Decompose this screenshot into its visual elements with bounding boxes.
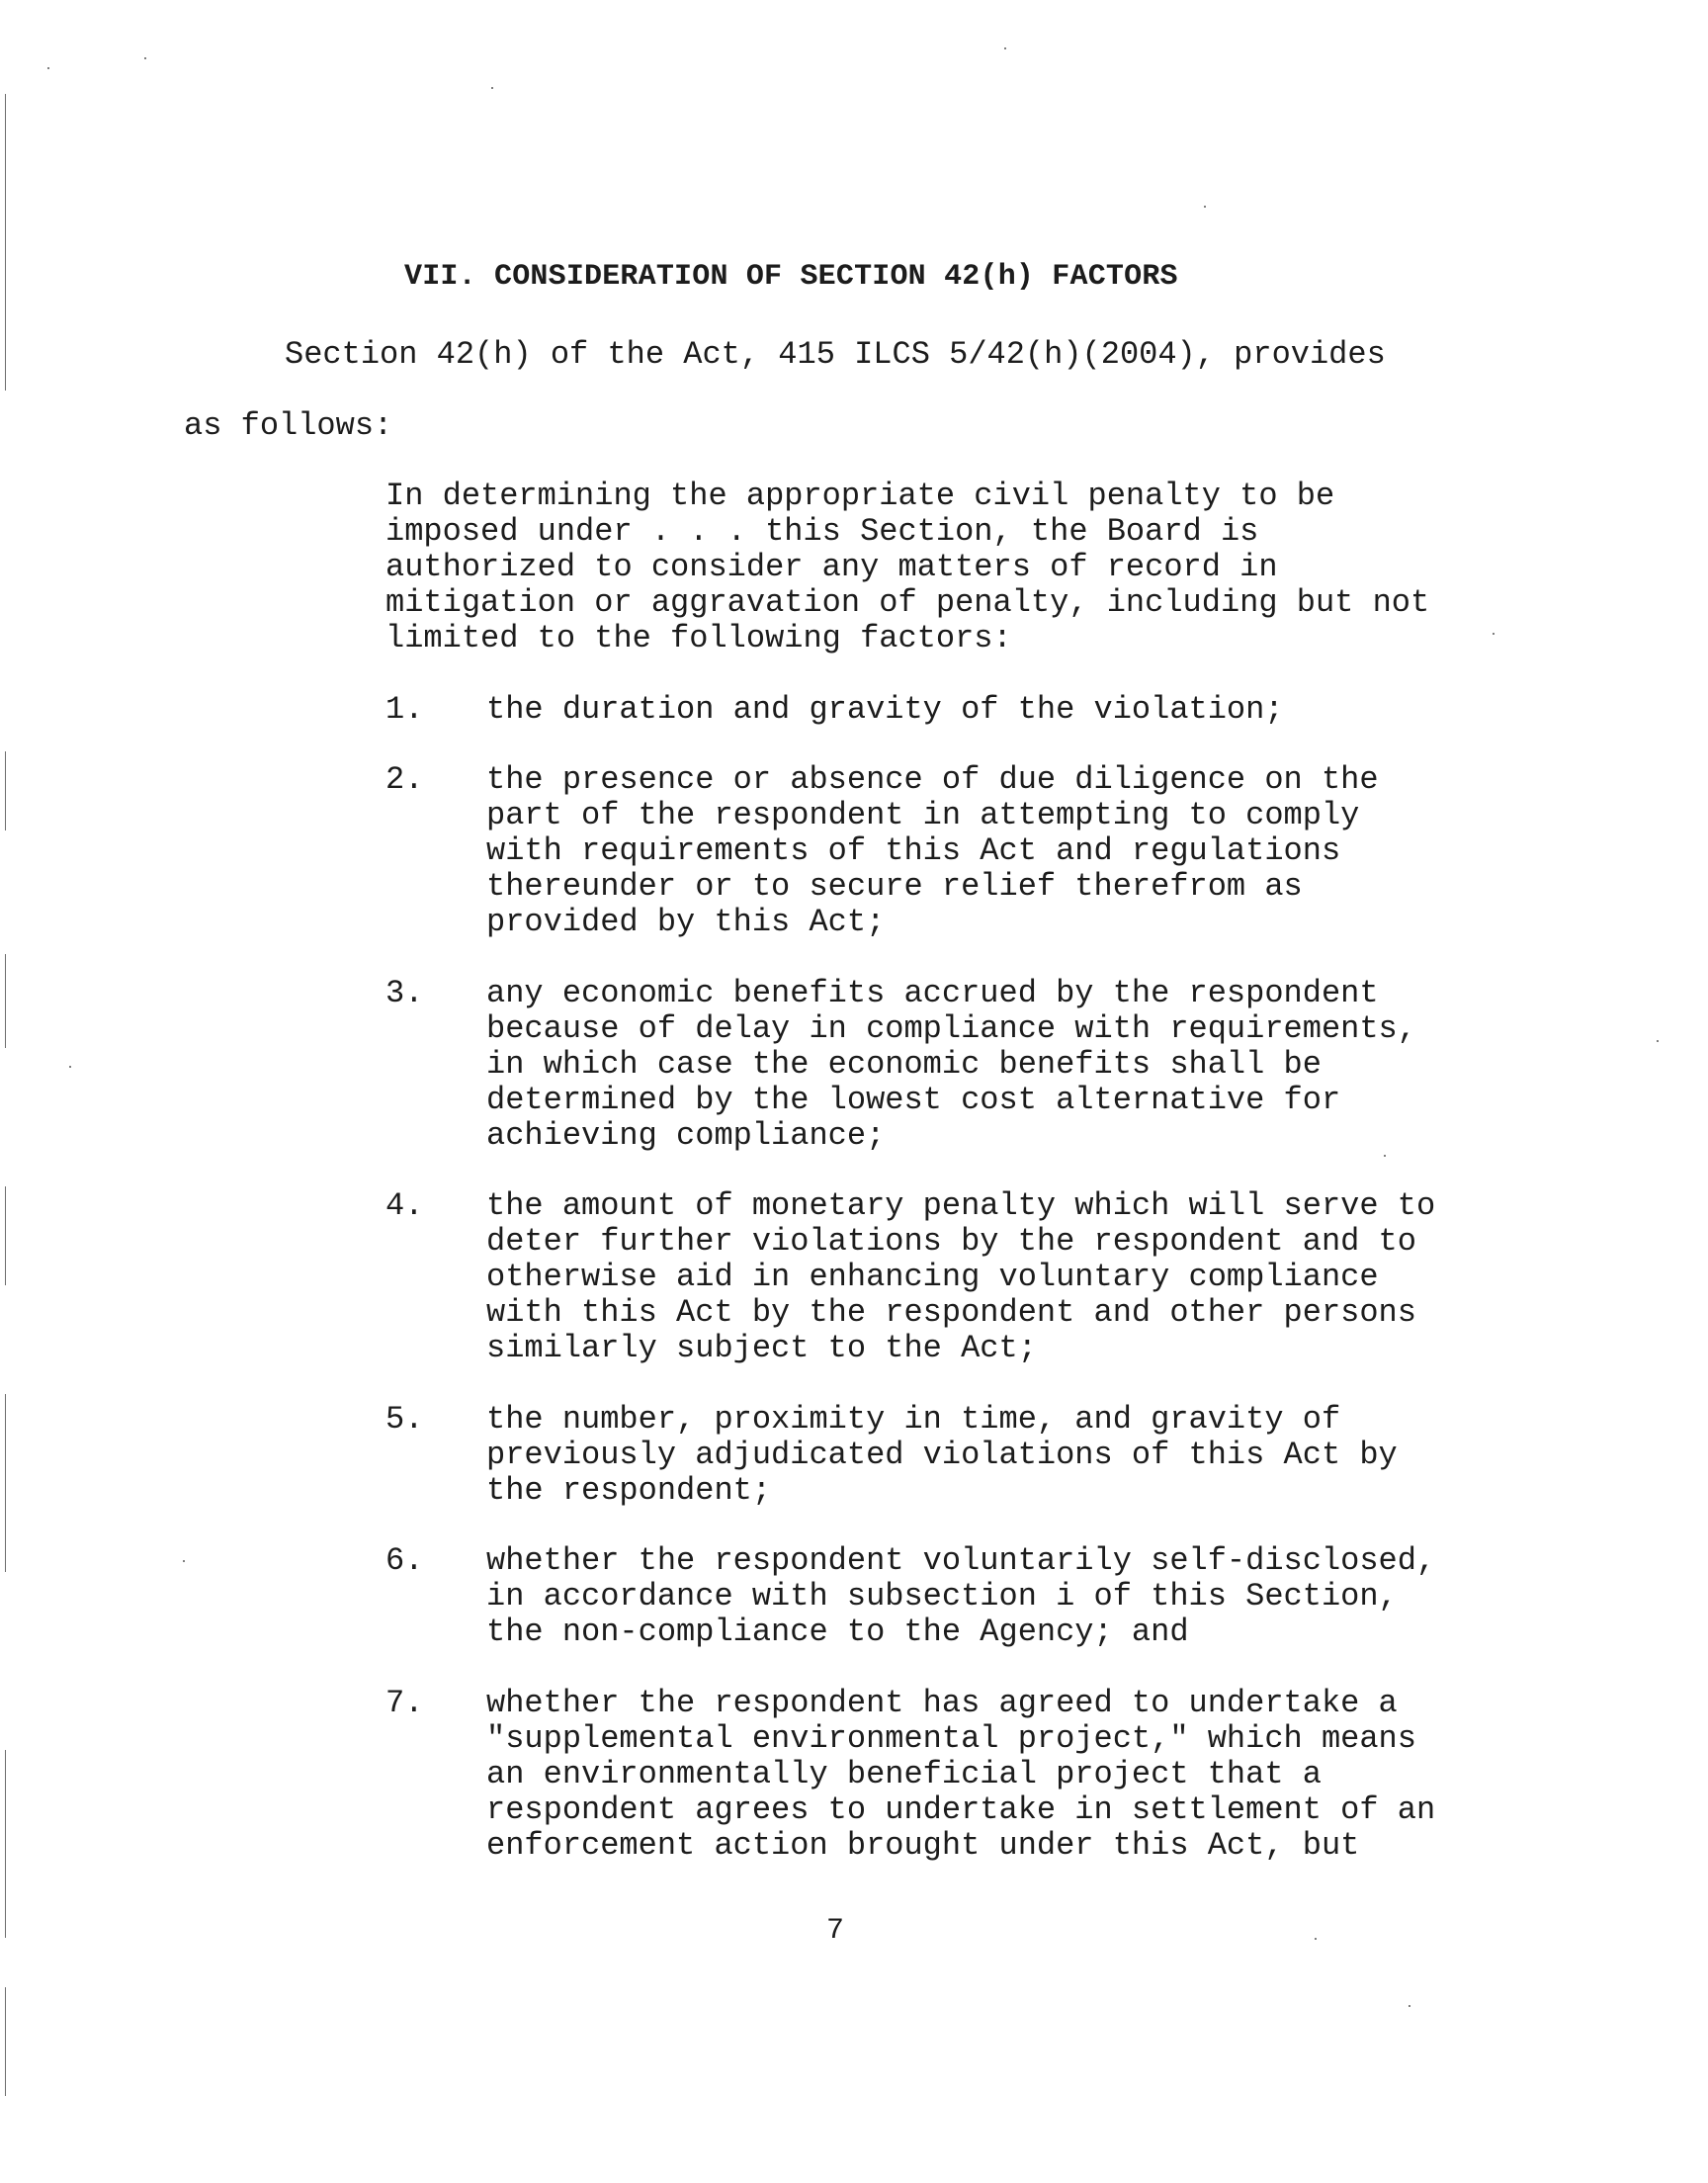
scan-speck [1384,1155,1386,1157]
scan-speck [491,87,493,89]
scan-edge-line [5,954,6,1048]
factor-number: 5. [385,1401,424,1438]
scan-speck [1657,1040,1659,1042]
scan-speck [1315,1938,1317,1940]
factor-text: the presence or absence of due diligence on the part of the respondent in attempting to comply with requirements of this Act and regulations thereunder or to secure relief therefrom as provided by this Act; [486,761,1379,940]
statute-quote: In determining the appropriate civil penalty to be imposed under . . . this Section, the Board is authorized to consider any matters of record in mitigation or aggravation of penalty, including but not limited to the following factors: [385,478,1430,656]
scan-speck [1409,2005,1410,2007]
intro-line-continued: as follows: [184,407,393,444]
scan-speck [69,1066,71,1068]
scan-edge-line [5,751,6,830]
factor-text: whether the respondent voluntarily self-disclosed, in accordance with subsection i of this Section, the non-compliance to the Agency; and [486,1542,1436,1650]
factor-number: 4. [385,1187,424,1224]
scan-speck [144,57,146,59]
intro-line: Section 42(h) of the Act, 415 ILCS 5/42(h)(2004), provides [285,336,1386,373]
factor-text: whether the respondent has agreed to undertake a "supplemental environmental project," which means an environmentally beneficial project that a respondent agrees to undertake in settlement of an enforcement action brought under this Act, but [486,1685,1436,1864]
factor-text: any economic benefits accrued by the respondent because of delay in compliance with requirements, in which case the economic benefits shall be determined by the lowest cost alternative for achieving compliance; [486,975,1416,1154]
factor-number: 3. [385,975,424,1011]
scan-speck [1004,47,1006,49]
factor-number: 2. [385,761,424,798]
factor-number: 7. [385,1685,424,1721]
factor-text: the number, proximity in time, and gravity of previously adjudicated violations of this Act by the respondent; [486,1401,1398,1509]
factor-number: 1. [385,691,424,728]
scan-edge-line [5,1186,6,1285]
scan-speck [183,1560,185,1562]
factor-number: 6. [385,1542,424,1579]
scan-speck [47,67,49,69]
scan-edge-line [5,94,6,391]
scan-edge-line [5,1750,6,1938]
page-number: 7 [826,1914,845,1948]
scan-speck [1204,206,1206,208]
scan-edge-line [5,1987,6,2096]
factor-text: the duration and gravity of the violation; [486,691,1284,728]
scan-edge-line [5,1394,6,1572]
section-heading: VII. CONSIDERATION OF SECTION 42(h) FACTORS [404,260,1178,294]
factor-text: the amount of monetary penalty which will serve to deter further violations by the respondent and to otherwise aid in enhancing voluntary compliance with this Act by the respondent and other persons similarly subject to the Act; [486,1187,1436,1366]
